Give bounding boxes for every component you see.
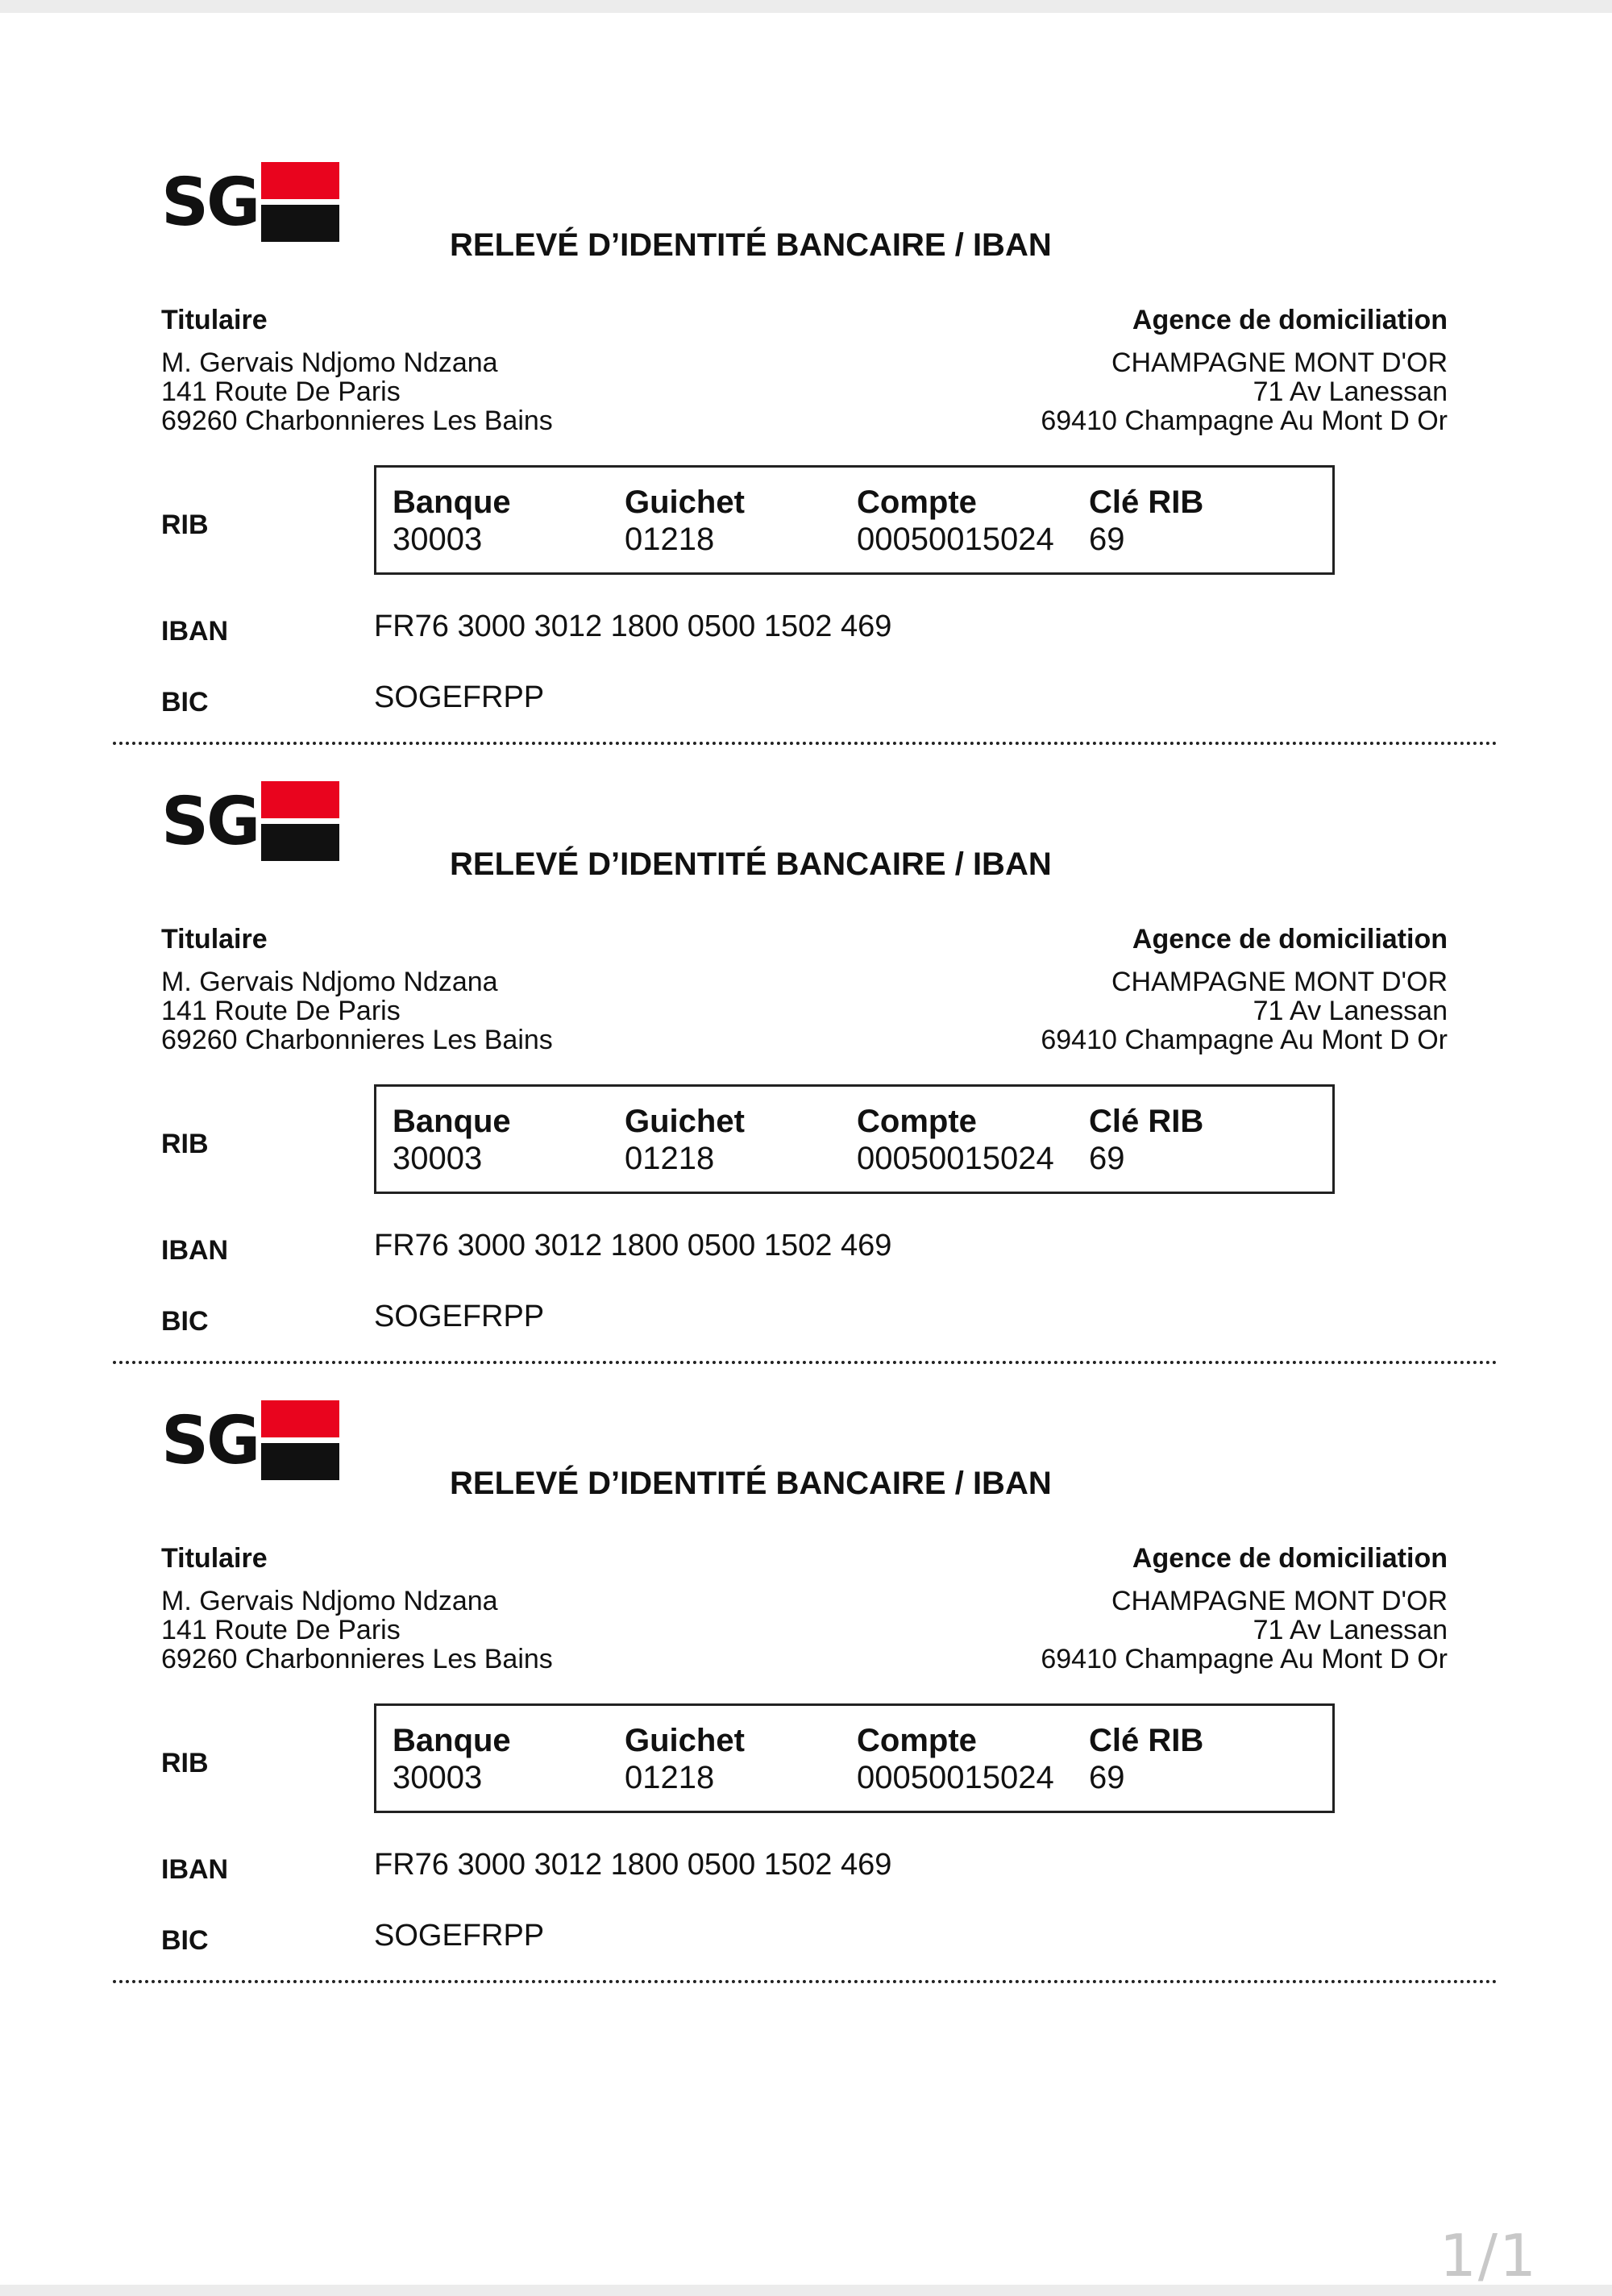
sg-logo: [161, 1400, 343, 1486]
holder-label: Titulaire: [161, 1543, 268, 1574]
rib-block-1: [0, 13, 1612, 718]
rib-key-column: [1089, 1722, 1203, 1796]
rib-branch-value: 01218: [625, 522, 715, 557]
holder-name: M. Gervais Ndjomo Ndzana: [161, 967, 498, 997]
holder-address-line2: 69260 Charbonnieres Les Bains: [161, 1025, 553, 1055]
rib-key-value: 69: [1089, 1760, 1125, 1795]
rib-label: RIB: [161, 1129, 209, 1159]
rib-key-value: 69: [1089, 1141, 1125, 1176]
rib-account-header: Compte: [857, 1723, 977, 1758]
iban-label: IBAN: [161, 616, 229, 647]
rib-account-header: Compte: [857, 1104, 977, 1139]
bic-value: SOGEFRPP: [374, 1919, 545, 1953]
logo-text: SG: [161, 164, 259, 241]
rib-bank-column: [393, 484, 511, 558]
rib-key-column: [1089, 484, 1203, 558]
rib-account-column: [857, 1722, 1054, 1796]
rib-block-3: [0, 1251, 1612, 1956]
agency-name: CHAMPAGNE MONT D'OR: [1111, 1586, 1448, 1616]
rib-key-column: [1089, 1103, 1203, 1177]
agency-name: CHAMPAGNE MONT D'OR: [1111, 347, 1448, 378]
rib-block-2: [0, 632, 1612, 1337]
rib-key-header: Clé RIB: [1089, 485, 1204, 520]
holder-address: [161, 1587, 553, 1674]
holder-address: [161, 348, 553, 435]
iban-label: IBAN: [161, 1854, 229, 1885]
bic-label: BIC: [161, 1925, 209, 1956]
rib-branch-value: 01218: [625, 1760, 715, 1795]
agency-label: Agence de domiciliation: [1132, 1543, 1448, 1574]
rib-key-value: 69: [1089, 522, 1125, 557]
bic-value: SOGEFRPP: [374, 680, 545, 714]
holder-label: Titulaire: [161, 305, 268, 335]
holder-name: M. Gervais Ndjomo Ndzana: [161, 347, 498, 378]
rib-branch-column: [625, 1722, 745, 1796]
sg-logo: [161, 162, 343, 247]
page-number: 1/1: [1440, 2222, 1538, 2285]
holder-name: M. Gervais Ndjomo Ndzana: [161, 1586, 498, 1616]
logo-text: SG: [161, 1403, 259, 1479]
bic-label: BIC: [161, 1306, 209, 1337]
rib-label: RIB: [161, 510, 209, 540]
agency-address: [1041, 348, 1448, 435]
agency-address-line1: 71 Av Lanessan: [1253, 996, 1448, 1026]
rib-bank-header: Banque: [393, 1723, 511, 1758]
rib-account-value: 00050015024: [857, 1760, 1054, 1795]
rib-bank-value: 30003: [393, 1760, 483, 1795]
agency-label: Agence de domiciliation: [1132, 924, 1448, 955]
sg-logo: [161, 781, 343, 867]
rib-bank-value: 30003: [393, 522, 483, 557]
holder-label: Titulaire: [161, 924, 268, 955]
agency-address: [1041, 1587, 1448, 1674]
rib-account-column: [857, 1103, 1054, 1177]
logo-black-square: [261, 1443, 339, 1480]
holder-address-line2: 69260 Charbonnieres Les Bains: [161, 1644, 553, 1674]
rib-account-column: [857, 484, 1054, 558]
rib-bank-header: Banque: [393, 1104, 511, 1139]
agency-address-line1: 71 Av Lanessan: [1253, 1615, 1448, 1645]
logo-text: SG: [161, 784, 259, 860]
rib-bank-header: Banque: [393, 485, 511, 520]
logo-black-square: [261, 205, 339, 242]
rib-account-value: 00050015024: [857, 1141, 1054, 1176]
rib-account-value: 00050015024: [857, 522, 1054, 557]
holder-address-line2: 69260 Charbonnieres Les Bains: [161, 406, 553, 436]
cut-line-separator: [113, 1980, 1498, 1983]
agency-address: [1041, 967, 1448, 1054]
document-title: RELEVÉ D’IDENTITÉ BANCAIRE / IBAN: [450, 846, 1052, 882]
document-title: RELEVÉ D’IDENTITÉ BANCAIRE / IBAN: [450, 1466, 1052, 1501]
iban-value: FR76 3000 3012 1800 0500 1502 469: [374, 1229, 892, 1262]
rib-branch-column: [625, 1103, 745, 1177]
document-title: RELEVÉ D’IDENTITÉ BANCAIRE / IBAN: [450, 227, 1052, 263]
rib-bank-column: [393, 1103, 511, 1177]
iban-label: IBAN: [161, 1235, 229, 1266]
rib-branch-header: Guichet: [625, 1104, 745, 1139]
rib-branch-value: 01218: [625, 1141, 715, 1176]
logo-red-square: [261, 781, 339, 818]
rib-branch-header: Guichet: [625, 485, 745, 520]
rib-key-header: Clé RIB: [1089, 1723, 1204, 1758]
rib-key-header: Clé RIB: [1089, 1104, 1204, 1139]
holder-address: [161, 967, 553, 1054]
holder-address-line1: 141 Route De Paris: [161, 376, 401, 407]
holder-address-line1: 141 Route De Paris: [161, 1615, 401, 1645]
bic-value: SOGEFRPP: [374, 1300, 545, 1333]
rib-box: [374, 1084, 1335, 1194]
document-page: [0, 13, 1612, 2285]
iban-value: FR76 3000 3012 1800 0500 1502 469: [374, 1848, 892, 1882]
logo-black-square: [261, 824, 339, 861]
rib-branch-column: [625, 484, 745, 558]
rib-box: [374, 465, 1335, 575]
rib-account-header: Compte: [857, 485, 977, 520]
agency-address-line2: 69410 Champagne Au Mont D Or: [1041, 1644, 1448, 1674]
logo-red-square: [261, 1400, 339, 1437]
agency-address-line2: 69410 Champagne Au Mont D Or: [1041, 406, 1448, 436]
agency-address-line1: 71 Av Lanessan: [1253, 376, 1448, 407]
agency-label: Agence de domiciliation: [1132, 305, 1448, 335]
rib-label: RIB: [161, 1748, 209, 1778]
rib-branch-header: Guichet: [625, 1723, 745, 1758]
bic-label: BIC: [161, 687, 209, 718]
rib-bank-column: [393, 1722, 511, 1796]
iban-value: FR76 3000 3012 1800 0500 1502 469: [374, 609, 892, 643]
holder-address-line1: 141 Route De Paris: [161, 996, 401, 1026]
agency-address-line2: 69410 Champagne Au Mont D Or: [1041, 1025, 1448, 1055]
rib-box: [374, 1703, 1335, 1813]
logo-red-square: [261, 162, 339, 199]
rib-bank-value: 30003: [393, 1141, 483, 1176]
agency-name: CHAMPAGNE MONT D'OR: [1111, 967, 1448, 997]
